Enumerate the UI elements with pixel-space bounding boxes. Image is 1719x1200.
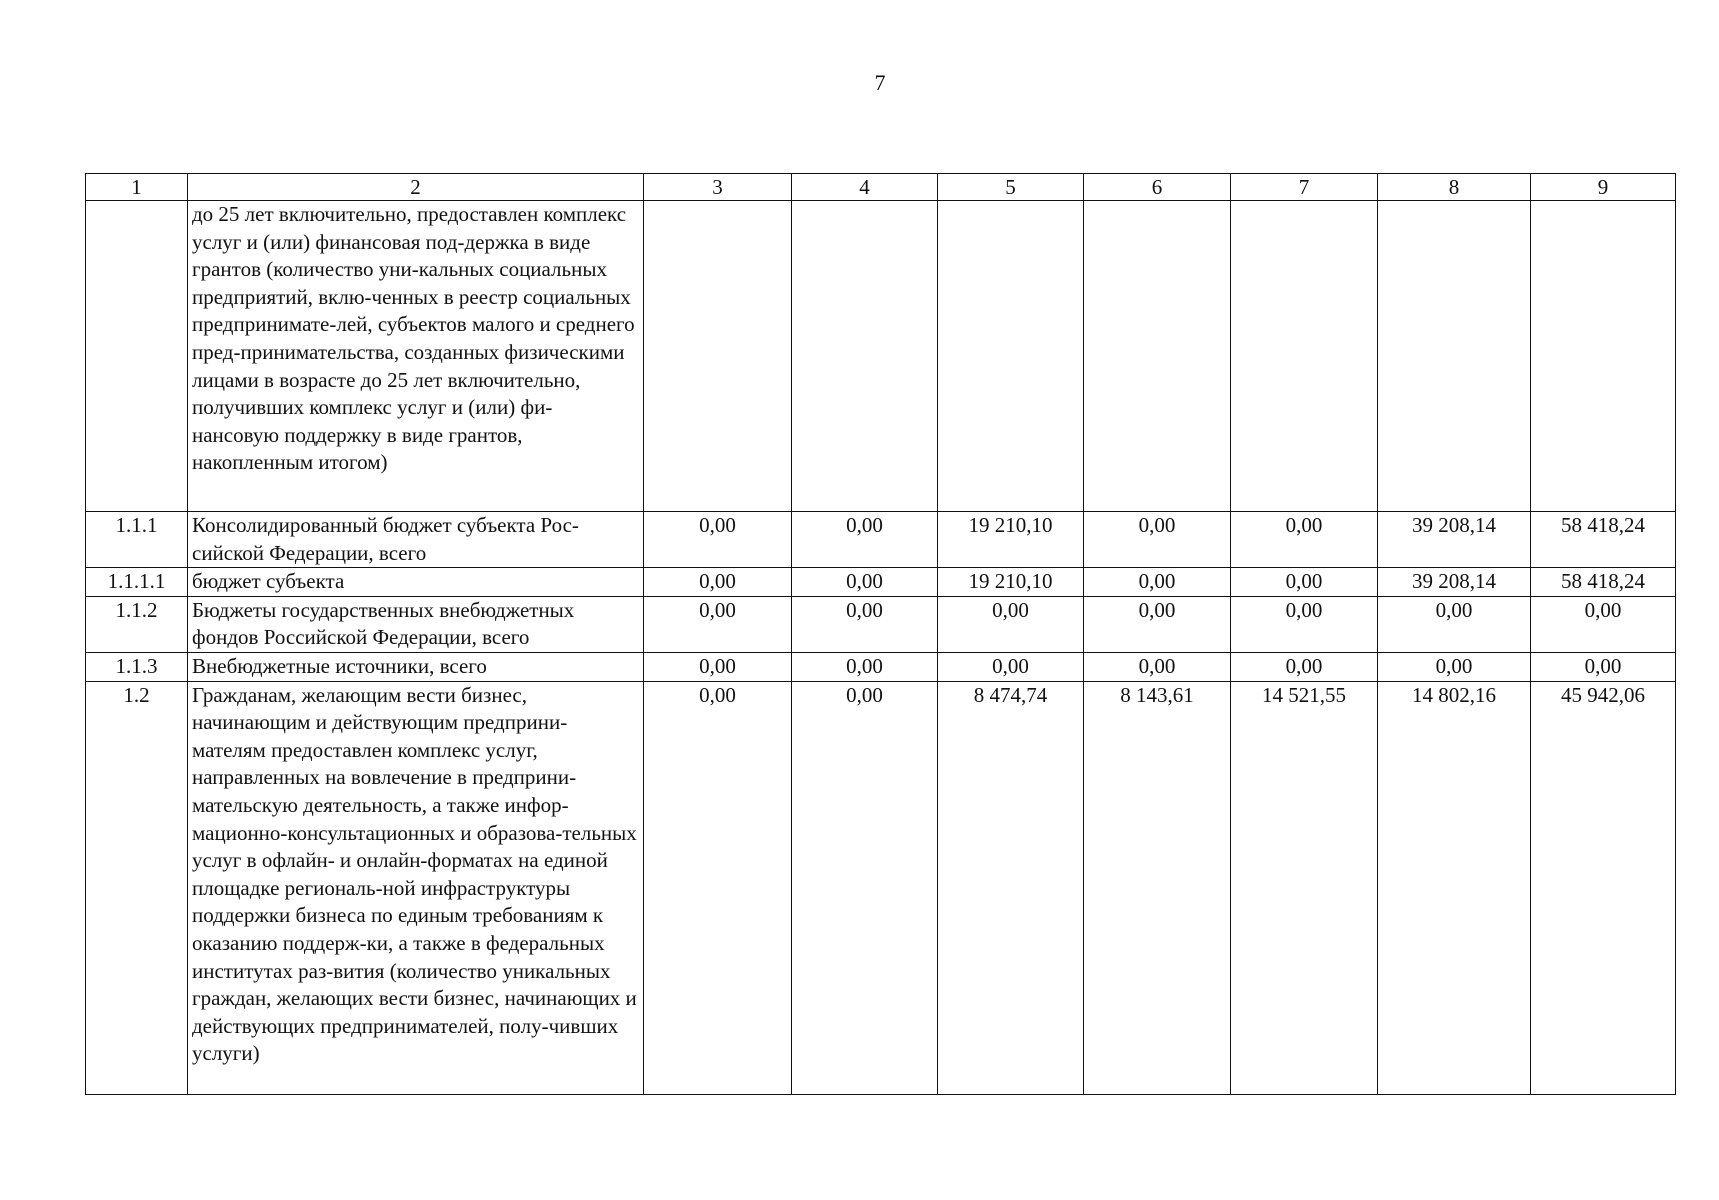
budget-table: [85, 173, 1676, 1095]
row-description: Бюджеты государственных внебюджетных фондов Российской Федерации, всего: [188, 596, 644, 652]
row-code: 1.1.3: [86, 652, 188, 681]
row-value: 0,00: [938, 596, 1084, 652]
column-header: 6: [1084, 174, 1231, 201]
row-value: 39 208,14: [1378, 568, 1531, 597]
row-value: [1531, 201, 1676, 512]
row-value: [938, 201, 1084, 512]
table-row: [86, 568, 1676, 597]
row-value: 0,00: [1231, 568, 1378, 597]
row-value: 0,00: [1378, 652, 1531, 681]
column-header: 7: [1231, 174, 1378, 201]
row-value: 0,00: [792, 681, 938, 1094]
row-value: 0,00: [1531, 596, 1676, 652]
row-value: [1378, 201, 1531, 512]
column-header: 5: [938, 174, 1084, 201]
row-value: 45 942,06: [1531, 681, 1676, 1094]
row-description: до 25 лет включительно, предоставлен комплекс услуг и (или) финансовая под-держка в виде грантов (количество уни-кальных социальных предприятий, вклю-ченных в реестр социальных предприниматe-лей, субъектов малого и среднего пред-принимательства, созданных физическими лицами в возрасте до 25 лет включительно, получивших комплекс услуг и (или) фи-нансовую поддержку в виде грантов, накопленным итогом): [188, 201, 644, 512]
table-row: [86, 512, 1676, 568]
row-value: 0,00: [644, 596, 792, 652]
row-value: 0,00: [1231, 652, 1378, 681]
row-code: 1.1.2: [86, 596, 188, 652]
row-value: [1231, 201, 1378, 512]
row-value: 0,00: [644, 681, 792, 1094]
table-row: [86, 201, 1676, 512]
row-value: 58 418,24: [1531, 568, 1676, 597]
table-row: [86, 681, 1676, 1094]
row-value: 0,00: [1231, 596, 1378, 652]
column-header: 1: [86, 174, 188, 201]
row-value: 14 802,16: [1378, 681, 1531, 1094]
row-value: 0,00: [792, 596, 938, 652]
table-header-row: [86, 174, 1676, 201]
table-row: [86, 652, 1676, 681]
row-value: 0,00: [792, 512, 938, 568]
row-value: 8 143,61: [1084, 681, 1231, 1094]
row-value: 0,00: [644, 512, 792, 568]
row-value: [792, 201, 938, 512]
row-value: 0,00: [644, 652, 792, 681]
row-value: 0,00: [1084, 652, 1231, 681]
row-code: 1.2: [86, 681, 188, 1094]
row-value: 0,00: [1084, 596, 1231, 652]
row-value: 14 521,55: [1231, 681, 1378, 1094]
row-code: 1.1.1: [86, 512, 188, 568]
column-header: 8: [1378, 174, 1531, 201]
row-description: Консолидированный бюджет субъекта Рос-сийской Федерации, всего: [188, 512, 644, 568]
row-value: [644, 201, 792, 512]
column-header: 4: [792, 174, 938, 201]
row-value: 0,00: [1084, 568, 1231, 597]
row-description: бюджет субъекта: [188, 568, 644, 597]
row-value: 8 474,74: [938, 681, 1084, 1094]
column-header: 9: [1531, 174, 1676, 201]
row-description: Внебюджетные источники, всего: [188, 652, 644, 681]
row-description: Гражданам, желающим вести бизнес, начинающим и действующим предприни-мателям предоставлен комплекс услуг, направленных на вовлечение в предприни-мательскую деятельность, а также инфор-мационно-консультационных и образова-тельных услуг в офлайн- и онлайн-форматах на единой площадке региональ-ной инфраструктуры поддержки бизнеса по единым требованиям к оказанию поддерж-ки, а также в федеральных институтах раз-вития (количество уникальных граждан, желающих вести бизнес, начинающих и действующих предпринимателей, полу-чивших услуги): [188, 681, 644, 1094]
row-value: 0,00: [1084, 512, 1231, 568]
row-value: 0,00: [644, 568, 792, 597]
row-value: 0,00: [1378, 596, 1531, 652]
page-number: 7: [874, 70, 886, 95]
row-value: [1084, 201, 1231, 512]
row-value: 0,00: [938, 652, 1084, 681]
row-value: 19 210,10: [938, 568, 1084, 597]
column-header: 2: [188, 174, 644, 201]
row-code: [86, 201, 188, 512]
column-header: 3: [644, 174, 792, 201]
row-value: 39 208,14: [1378, 512, 1531, 568]
row-value: 0,00: [1231, 512, 1378, 568]
table-row: [86, 596, 1676, 652]
row-value: 0,00: [1531, 652, 1676, 681]
row-value: 58 418,24: [1531, 512, 1676, 568]
row-code: 1.1.1.1: [86, 568, 188, 597]
row-value: 0,00: [792, 568, 938, 597]
row-value: 19 210,10: [938, 512, 1084, 568]
row-value: 0,00: [792, 652, 938, 681]
